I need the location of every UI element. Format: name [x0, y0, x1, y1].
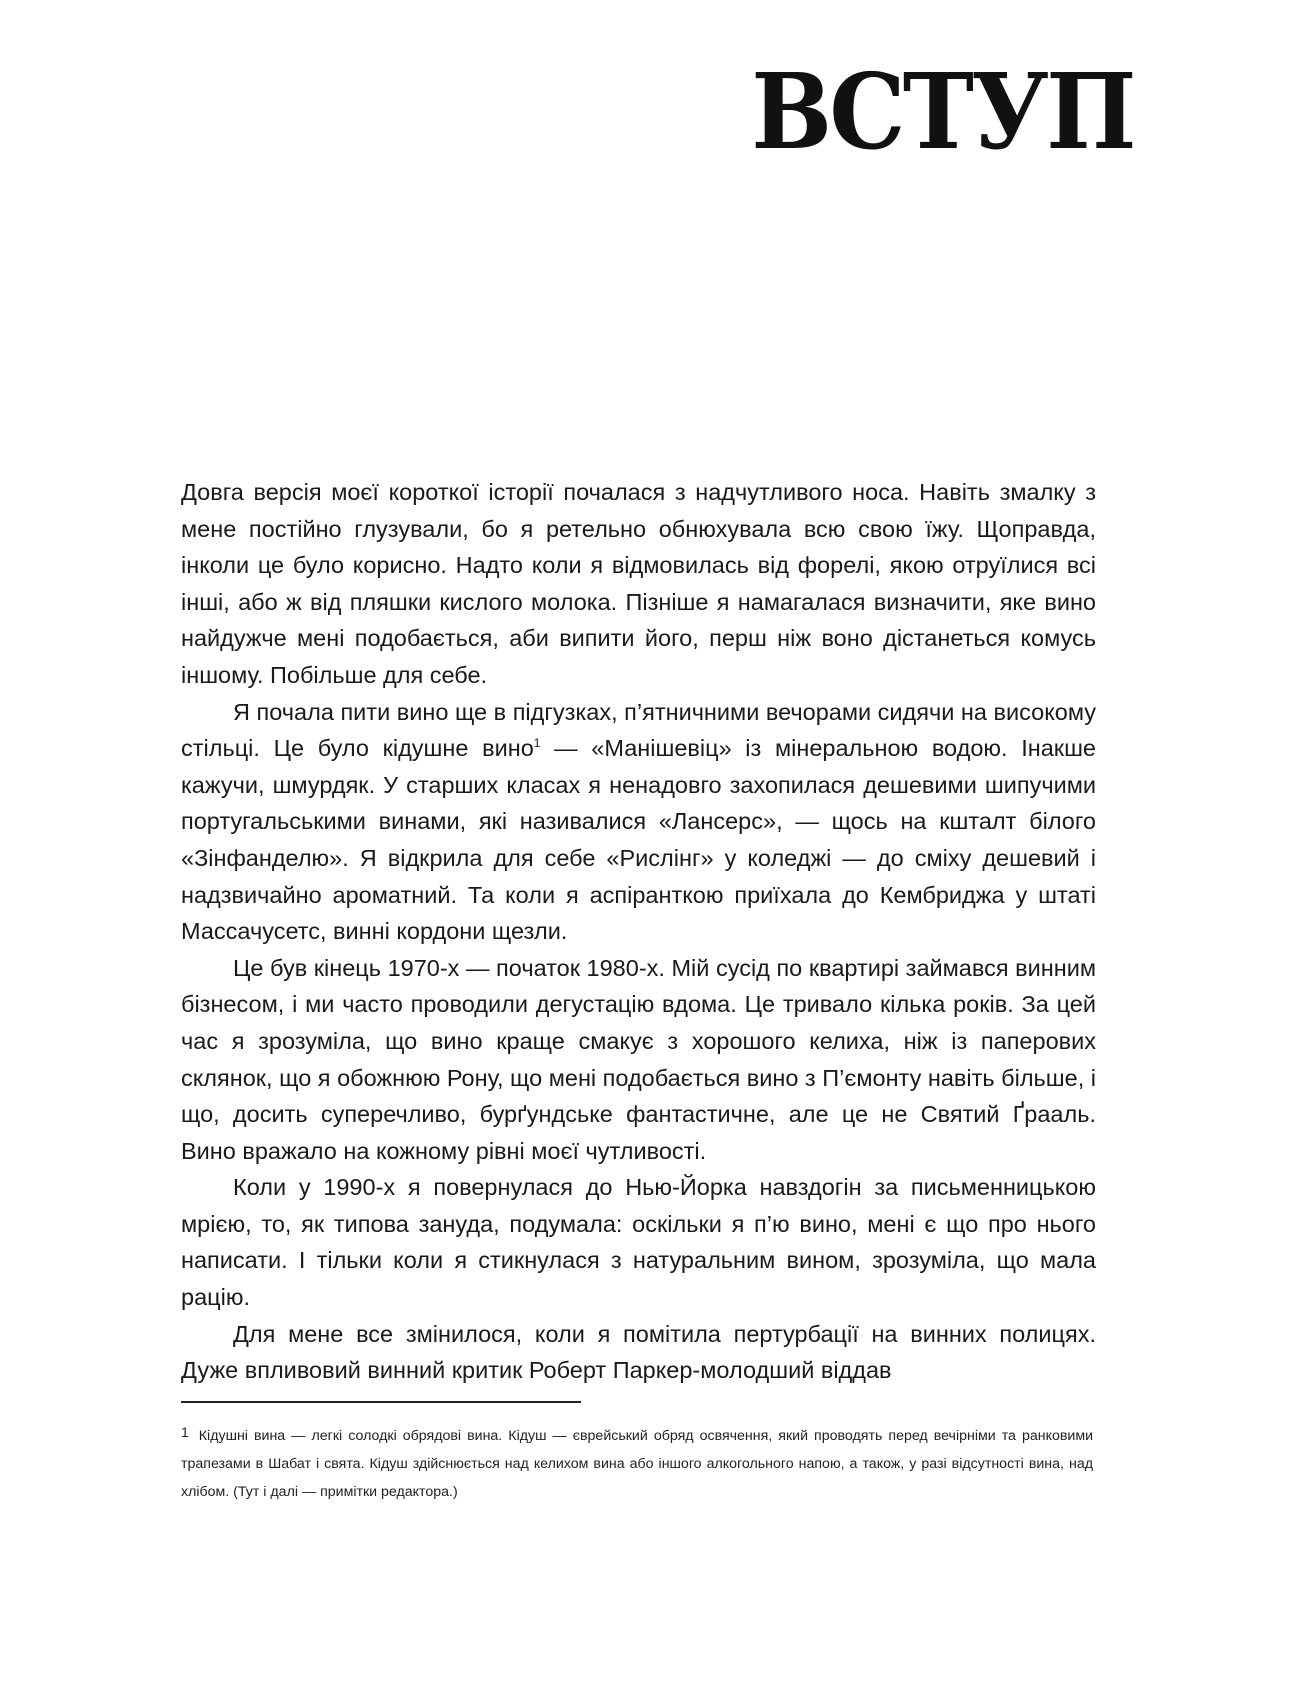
- paragraph-4: Коли у 1990-х я повернулася до Нью-Йорка навздогін за письменницькою мрією, то, як типова зануда, подумала: оскільки я п’ю вино, мені є що про нього написати. І тільки коли я стикнулася з натуральним вином, зрозуміла, що мала рацію.: [181, 1174, 1096, 1311]
- footnote: [181, 1418, 1093, 1506]
- paragraph-3: Це був кінець 1970-х — початок 1980-х. Мій сусід по квартирі займався винним бізнесом, і ми часто проводили дегустацію вдома. Це тривало кілька років. За цей час я зрозуміла, що вино краще смакує з хорошого келиха, ніж із паперових склянок, що я обожнюю Рону, що мені подобається вино з П’ємонту навіть більше, і що, досить суперечливо, бурґундське фантастичне, але це не Святий Ґрааль. Вино вражало на кожному рівні моєї чутливості.: [181, 954, 1096, 1164]
- chapter-title: ВСТУП: [751, 50, 1134, 173]
- body-text: [181, 474, 1096, 1389]
- paragraph-1: Довга версія моєї короткої історії почалася з надчутливого носа. Навіть змалку з мене постійно глузували, бо я ретельно обнюхувала всю свою їжу. Щоправда, інколи це було корисно. Надто коли я відмовилась від форелі, якою отруїлися всі інші, або ж від пляшки кислого молока. Пізніше я намагалася визначити, яке вино найдужче мені подобається, аби випити його, перш ніж воно дістанеться комусь іншому. Побільше для себе.: [181, 479, 1096, 688]
- footnote-number: 1: [181, 1424, 189, 1440]
- footnote-text: Кідушні вина — легкі солодкі обрядові вина. Кідуш — єврейський обряд освячення, який проводять перед вечірніми та ранковими трапезами в Шабат і свята. Кідуш здійснюється над келихом вина або іншого алкогольного напою, а також, у разі відсутності вина, над хлібом. (Тут і далі — примітки редактора.): [181, 1428, 1093, 1500]
- paragraph-2-start: Я почала пити вино ще в підгузках, п’ятничними вечорами сидячи на високому стільці. Це було кідушне вино: [181, 698, 1096, 762]
- footnote-divider: [181, 1401, 581, 1403]
- paragraph-2: [181, 694, 1096, 950]
- paragraph-5: Для мене все змінилося, коли я помітила пертурбації на винних полицях. Дуже впливовий винний критик Роберт Паркер-молодший віддав: [181, 1320, 1096, 1384]
- footnote-reference[interactable]: 1: [533, 736, 541, 751]
- paragraph-2-end: — «Манішевіц» із мінеральною водою. Інакше кажучи, шмурдяк. У старших класах я ненадовго захопилася дешевими шипучими португальськими винами, які називалися «Лансерс», — щось на кшталт білого «Зінфанделю». Я відкрила для себе «Рислінг» у коледжі — до сміху дешевий і надзвичайно ароматний. Та коли я аспіранткою приїхала до Кембриджа у штаті Массачусетс, винні кордони щезли.: [181, 735, 1096, 945]
